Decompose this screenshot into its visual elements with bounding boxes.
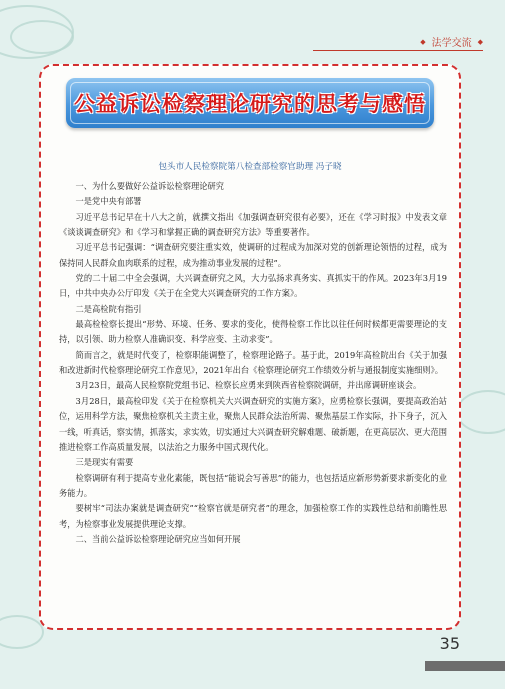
subheading: 二是高检院有指引 — [75, 303, 142, 314]
diamond-icon: ◆ — [477, 37, 483, 46]
header-divider — [313, 50, 483, 51]
cloud-decoration — [0, 615, 44, 649]
cloud-decoration — [10, 20, 74, 54]
page-number: 35 — [439, 634, 460, 653]
article-body — [59, 179, 447, 547]
author-line: 包头市人民检察院第八检查部检察官助理 冯子晓 — [158, 162, 342, 172]
paragraph: 要树牢“司法办案就是调查研究”“检察官就是研究者”的理念，加强检察工作的实践性总结和前瞻性思考，为检察事业发展提供理论支撑。 — [59, 503, 447, 529]
paragraph: 简而言之，就是时代变了，检察职能调整了，检察理论路子。基于此，2019年高检院出台《关于加强和改进新时代检察理论研究工作意见》，2021年出台《检察理论研究工作绩效分析与通报制度实施细则》。 — [59, 349, 447, 376]
section-label: 法学交流 — [431, 38, 472, 49]
cloud-decoration — [456, 390, 505, 434]
paragraph: 检察调研有利于提高专业化素能，既包括“能说会写善思”的能力，也包括适应新形势新要求新变化的业务能力。 — [59, 472, 447, 498]
section-heading: 二、当前公益诉讼检察理论研究应当如何开展 — [75, 533, 241, 544]
paragraph: 3月28日，最高检印发《关于在检察机关大兴调查研究的实施方案》，应勇检察长强调，要提高政治站位，运用科学方法，聚焦检察机关主责主业，聚焦人民群众法治所需、聚焦基层工作实际，扑下身子，沉入一线，听真话，察实情，抓落实，求实效，切实通过大兴调查研究解难题、破新题，在更高层次、更大范围推进检察工作高质量发展，以法治之力服务中国式现代化。 — [59, 395, 447, 452]
title-banner — [66, 78, 434, 128]
article-title: 公益诉讼检察理论研究的思考与感悟 — [74, 91, 426, 116]
paragraph: 党的二十届二中全会强调，大兴调查研究之风，大力弘扬求真务实、真抓实干的作风。2023年3月19日，中共中央办公厅印发《关于在全党大兴调查研究的工作方案》。 — [59, 273, 447, 299]
section-header — [343, 34, 483, 49]
paragraph: 习近平总书记强调：“调查研究要注重实效，使调研的过程成为加深对党的创新理论领悟的过程，成为保持同人民群众血肉联系的过程，成为推动事业发展的过程”。 — [59, 242, 447, 268]
subheading: 一是党中央有部署 — [75, 196, 142, 207]
section-heading: 一、为什么要做好公益诉讼检察理论研究 — [75, 181, 224, 191]
paragraph: 3月23日，最高人民检察院党组书记、检察长应勇来到陕西省检察院调研，并出席调研座谈会。 — [75, 380, 422, 391]
diamond-icon: ◆ — [420, 37, 426, 46]
subheading: 三是现实有需要 — [75, 457, 134, 468]
paragraph: 最高检检察长提出“形势、环境、任务、要求的变化，使得检察工作比以往任何时候都更需要理论的支持，以引领、助力检察人准确识变、科学应变、主动求变”。 — [59, 319, 447, 345]
paragraph: 习近平总书记早在十八大之前，就撰文指出《加强调查研究很有必要》，还在《学习时报》中发表文章《谈谈调查研究》和《学习和掌握正确的调查研究方法》等重要著作。 — [59, 211, 447, 238]
page-number-bar — [425, 661, 505, 671]
article-card — [39, 64, 461, 630]
